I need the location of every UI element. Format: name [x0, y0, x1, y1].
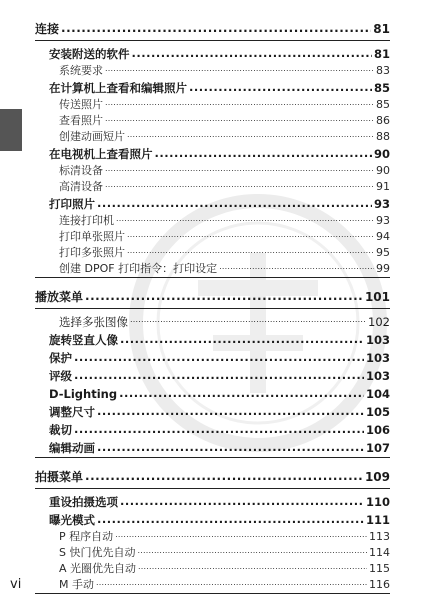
- toc-entry-title: 曝光模式: [49, 513, 95, 527]
- toc-leader-dots: [105, 179, 374, 195]
- toc-entry[interactable]: [35, 213, 390, 229]
- toc-entry[interactable]: [35, 195, 390, 213]
- toc-entry[interactable]: [35, 545, 390, 561]
- toc-entry-title: 播放菜单: [35, 290, 84, 304]
- toc-leader-dots: [127, 129, 374, 145]
- toc-leader-dots: [85, 466, 363, 488]
- toc-entry[interactable]: [35, 45, 390, 63]
- toc-leader-dots: [120, 331, 364, 349]
- toc-entry[interactable]: [35, 577, 390, 593]
- table-of-contents: [35, 18, 390, 602]
- toc-entry-page: 115: [369, 562, 390, 575]
- toc-entry-title: 创建 DPOF 打印指令：打印设定: [59, 262, 218, 275]
- toc-entry[interactable]: [35, 511, 390, 529]
- toc-entry-title: 拍摄菜单: [35, 470, 84, 484]
- toc-section: [35, 466, 390, 594]
- toc-entry-page: 103: [365, 351, 390, 365]
- toc-leader-dots: [127, 229, 374, 245]
- toc-leader-dots: [189, 79, 372, 97]
- toc-leader-dots: [97, 439, 364, 457]
- toc-section: [35, 286, 390, 458]
- toc-entry-title: 裁切: [49, 423, 72, 437]
- toc-leader-dots: [74, 349, 364, 367]
- toc-entry-page: 101: [364, 290, 390, 304]
- toc-entry-page: 111: [365, 513, 390, 527]
- toc-entry-title: 评级: [49, 369, 72, 383]
- toc-entry-page: 85: [376, 98, 390, 111]
- toc-entry-page: 81: [373, 22, 390, 36]
- toc-entry-title: 连接: [35, 22, 60, 36]
- toc-leader-dots: [74, 367, 364, 385]
- toc-leader-dots: [127, 245, 374, 261]
- toc-entry[interactable]: [35, 97, 390, 113]
- toc-entry[interactable]: [35, 367, 390, 385]
- toc-leader-dots: [132, 45, 372, 63]
- toc-entry-page: 104: [365, 387, 390, 401]
- toc-entry[interactable]: [35, 385, 390, 403]
- toc-leader-dots: [137, 545, 367, 561]
- toc-entry[interactable]: [35, 493, 390, 511]
- toc-entry[interactable]: [35, 349, 390, 367]
- toc-leader-dots: [116, 213, 374, 229]
- toc-leader-dots: [219, 261, 374, 277]
- toc-leader-dots: [105, 163, 374, 179]
- toc-leader-dots: [155, 145, 372, 163]
- toc-entry[interactable]: [35, 403, 390, 421]
- toc-entry-title: 编辑动画: [49, 441, 95, 455]
- toc-entry[interactable]: [35, 229, 390, 245]
- toc-leader-dots: [85, 286, 363, 308]
- toc-leader-dots: [97, 511, 364, 529]
- chapter-tab-marker: [0, 109, 22, 151]
- toc-section-heading[interactable]: [35, 466, 390, 489]
- toc-leader-dots: [105, 63, 374, 79]
- toc-entry-page: 83: [376, 64, 390, 77]
- toc-entry-title: 保护: [49, 351, 72, 365]
- toc-entry-page: 95: [376, 246, 390, 259]
- toc-entry[interactable]: [35, 561, 390, 577]
- toc-section: [35, 18, 390, 278]
- toc-entry-title: 打印单张照片: [59, 230, 125, 243]
- toc-entry-title: 打印照片: [49, 197, 95, 211]
- toc-entry-title: 安装附送的软件: [49, 47, 130, 61]
- toc-entry-page: 81: [373, 47, 390, 61]
- toc-leader-dots: [105, 97, 374, 113]
- toc-entry-title: 查看照片: [59, 114, 103, 127]
- toc-entry[interactable]: [35, 261, 390, 277]
- toc-entry-title: 高清设备: [59, 180, 103, 193]
- toc-entry-title: S 快门优先自动: [59, 546, 136, 559]
- toc-entry[interactable]: [35, 79, 390, 97]
- toc-leader-dots: [74, 421, 364, 439]
- toc-entry-title: 传送照片: [59, 98, 103, 111]
- toc-entry-page: 86: [376, 114, 390, 127]
- toc-entry[interactable]: [35, 245, 390, 261]
- toc-entry[interactable]: [35, 179, 390, 195]
- toc-entry-page: 102: [368, 315, 390, 329]
- toc-entry-page: 107: [365, 441, 390, 455]
- toc-entry[interactable]: [35, 313, 390, 331]
- toc-section-heading[interactable]: [35, 286, 390, 309]
- toc-entry-title: P 程序自动: [59, 530, 114, 543]
- toc-entry-page: 94: [376, 230, 390, 243]
- toc-entry-title: 连接打印机: [59, 214, 114, 227]
- toc-entry-title: M 手动: [59, 578, 94, 591]
- toc-entry[interactable]: [35, 145, 390, 163]
- toc-leader-dots: [120, 493, 364, 511]
- toc-entry-page: 106: [365, 423, 390, 437]
- toc-entry-page: 114: [369, 546, 390, 559]
- toc-entry[interactable]: [35, 113, 390, 129]
- toc-entry-page: 99: [376, 262, 390, 275]
- toc-entry-page: 85: [373, 81, 390, 95]
- page-number: vi: [10, 577, 22, 592]
- toc-entry-title: 打印多张照片: [59, 246, 125, 259]
- toc-leader-dots: [61, 18, 371, 40]
- toc-entry-title: 旋转竖直人像: [49, 333, 118, 347]
- toc-entry-title: 系统要求: [59, 64, 103, 77]
- toc-entry-title: 在计算机上查看和编辑照片: [49, 81, 187, 95]
- toc-leader-dots: [105, 113, 374, 129]
- toc-entry-page: 105: [365, 405, 390, 419]
- toc-entry[interactable]: [35, 163, 390, 179]
- toc-entry[interactable]: [35, 129, 390, 145]
- toc-entry[interactable]: [35, 439, 390, 457]
- toc-entry-page: 113: [369, 530, 390, 543]
- toc-leader-dots: [115, 529, 367, 545]
- toc-entry[interactable]: [35, 529, 390, 545]
- toc-entry-title: 调整尺寸: [49, 405, 95, 419]
- toc-entry-title: 在电视机上查看照片: [49, 147, 153, 161]
- toc-entry-page: 116: [369, 578, 390, 591]
- toc-entry-page: 103: [365, 369, 390, 383]
- toc-leader-dots: [96, 577, 367, 593]
- toc-entry-title: D-Lighting: [49, 387, 118, 401]
- toc-entry-page: 88: [376, 130, 390, 143]
- toc-section-heading[interactable]: [35, 18, 390, 41]
- toc-entry-title: A 光圈优先自动: [59, 562, 137, 575]
- toc-entry-title: 创建动画短片: [59, 130, 125, 143]
- toc-entry-page: 90: [376, 164, 390, 177]
- toc-entry-page: 110: [365, 495, 390, 509]
- toc-leader-dots: [138, 561, 367, 577]
- toc-entry-page: 90: [373, 147, 390, 161]
- toc-entry-page: 91: [376, 180, 390, 193]
- toc-entry-page: 93: [373, 197, 390, 211]
- toc-entry-page: 103: [365, 333, 390, 347]
- toc-entry[interactable]: [35, 421, 390, 439]
- toc-leader-dots: [119, 385, 364, 403]
- toc-entry-page: 109: [364, 470, 390, 484]
- toc-leader-dots: [97, 195, 372, 213]
- toc-leader-dots: [130, 313, 366, 331]
- toc-entry-title: 重设拍摄选项: [49, 495, 118, 509]
- toc-entry-title: 选择多张图像: [59, 315, 128, 329]
- toc-entry-page: 93: [376, 214, 390, 227]
- toc-leader-dots: [97, 403, 364, 421]
- toc-entry[interactable]: [35, 331, 390, 349]
- toc-entry-title: 标清设备: [59, 164, 103, 177]
- toc-entry[interactable]: [35, 63, 390, 79]
